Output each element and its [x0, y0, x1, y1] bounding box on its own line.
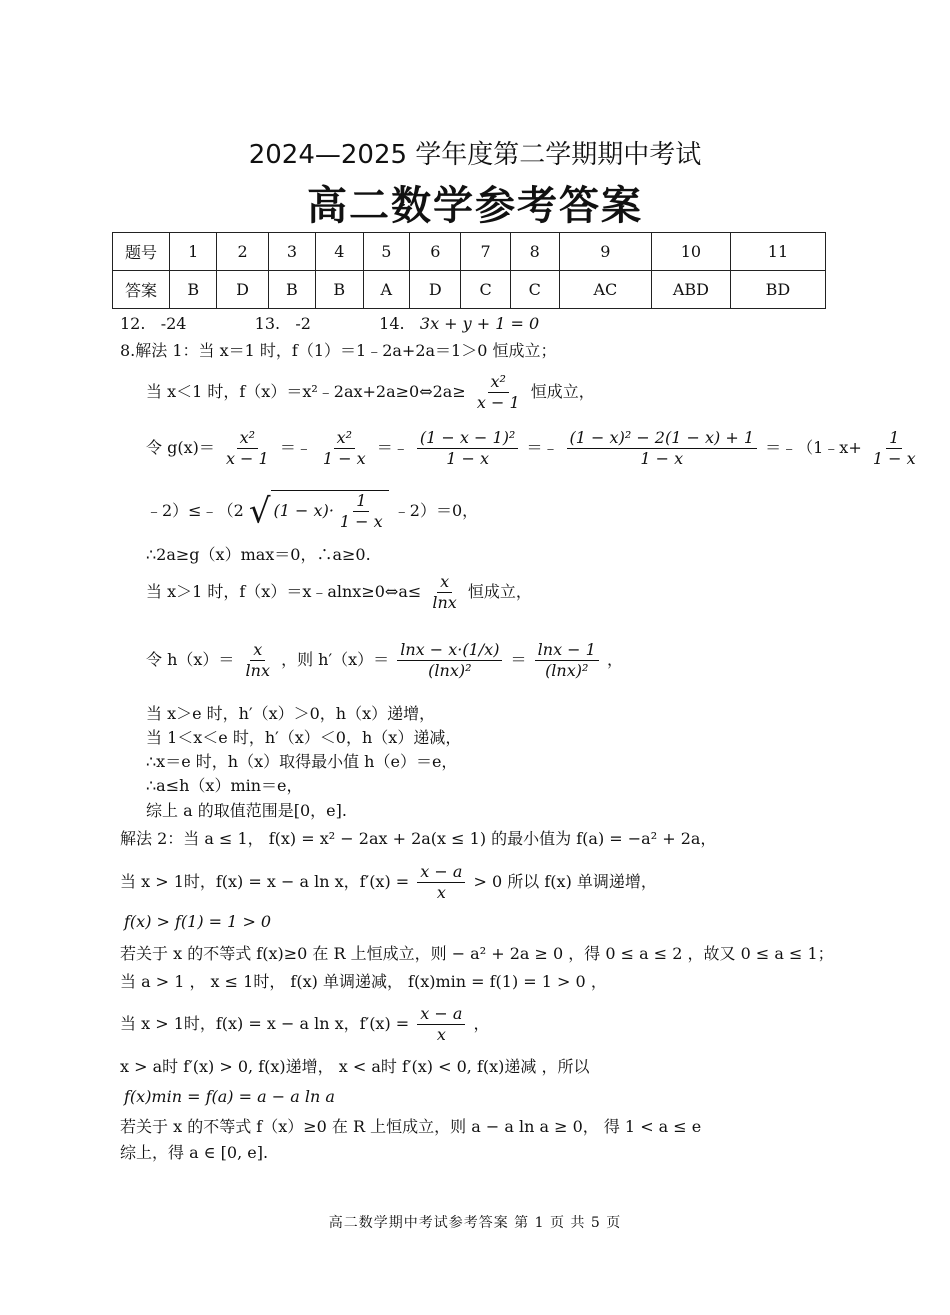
fraction — [243, 640, 273, 681]
method2-line — [120, 1004, 490, 1045]
text-segment: 令 h（x）＝ — [146, 650, 235, 669]
text-segment: ﹣2）＝0， — [393, 501, 479, 520]
fraction — [429, 572, 459, 613]
method2-line — [120, 862, 657, 903]
numerator: (1 − x − 1)² — [417, 428, 518, 449]
method2-line: 若关于 x 的不等式 f（x）≥0 在 R 上恒成立，则 a − a ln a ≥ 0， 得 1 < a ≤ e — [120, 1117, 702, 1136]
method1-line: 综上 a 的取值范围是[0，e]. — [146, 801, 347, 820]
method2-line: f(x)min = f(a) = a − a ln a — [124, 1087, 335, 1106]
fraction — [535, 640, 599, 681]
text-segment: 当 x＞1 时，f（x）＝x﹣alnx≥0⇔a≤ — [146, 582, 422, 601]
denominator: 1 − x — [339, 512, 383, 531]
text-segment: 当 x＜1 时，f（x）＝x²﹣2ax+2a≥0⇔2a≥ — [146, 382, 466, 401]
page-title: 高二数学参考答案 — [307, 182, 643, 229]
denominator: lnx — [245, 661, 270, 680]
text-segment: ，则 h′（x）＝ — [281, 650, 390, 669]
numerator: x² — [488, 372, 509, 393]
method2-line: f(x) > f(1) = 1 > 0 — [124, 912, 272, 931]
question-number: 3 — [268, 233, 315, 271]
method1-line: ∴a≤h（x）min＝e， — [146, 776, 303, 795]
fraction — [417, 1004, 465, 1045]
fraction — [417, 428, 518, 469]
question-number: 9 — [559, 233, 651, 271]
answer-cell: AC — [559, 271, 651, 309]
answer-cell: B — [316, 271, 363, 309]
q12-answer: -24 — [160, 314, 187, 333]
answer-cell: D — [217, 271, 268, 309]
denominator: 1 − x — [872, 449, 916, 468]
text-segment: ＝﹣（1﹣x+ — [765, 438, 862, 457]
text-segment: ＝﹣ — [526, 438, 559, 457]
method1-line: 当 1＜x＜e 时，h′（x）＜0，h（x）递减， — [146, 728, 462, 747]
question-number: 10 — [651, 233, 730, 271]
question-number-row — [113, 233, 826, 271]
numerator: lnx − 1 — [535, 640, 599, 661]
denominator: 1 − x — [640, 449, 684, 468]
q14-number: 14. — [379, 314, 405, 333]
numerator: x − a — [417, 1004, 465, 1025]
method1-line: 当 x＞e 时，h′（x）＞0，h（x）递增， — [146, 704, 436, 723]
question-number: 4 — [316, 233, 363, 271]
method1-line: 8.解法 1：当 x＝1 时，f（1）＝1﹣2a+2a＝1＞0 恒成立； — [120, 341, 557, 360]
method1-line: ∴2a≥g（x）max＝0，∴a≥0. — [146, 545, 371, 564]
denominator: x — [436, 1025, 446, 1044]
question-number: 11 — [730, 233, 825, 271]
question-number: 5 — [363, 233, 410, 271]
method2-line: 解法 2：当 a ≤ 1， f(x) = x² − 2ax + 2a(x ≤ 1) 的最小值为 f(a) = −a² + 2a， — [120, 829, 717, 848]
row-label: 答案 — [113, 271, 170, 309]
answer-cell: C — [461, 271, 510, 309]
text-segment: ﹣2）≤﹣（2 — [146, 501, 244, 520]
answer-cell: B — [170, 271, 217, 309]
text-segment: (1 − x)· — [273, 501, 334, 520]
answer-table — [112, 232, 826, 309]
text-segment: 令 g(x)＝ — [146, 438, 215, 457]
denominator: lnx — [432, 593, 457, 612]
question-number: 2 — [217, 233, 268, 271]
method1-line — [146, 640, 623, 681]
method1-line: ∴x＝e 时，h（x）取得最小值 h（e）＝e， — [146, 752, 458, 771]
q14-answer: 3x + y + 1 = 0 — [419, 314, 540, 333]
answer-cell: BD — [730, 271, 825, 309]
radical-sign: √ — [248, 491, 271, 532]
text-segment: ＝ — [510, 650, 527, 669]
method2-line: 当 a > 1 ， x ≤ 1时， f(x) 单调递减， f(x)min = f(1) = 1 > 0 ， — [120, 972, 607, 991]
question-number: 8 — [510, 233, 559, 271]
fraction — [417, 862, 465, 903]
denominator: x — [436, 883, 446, 902]
denominator: (lnx)² — [545, 661, 589, 680]
numerator: x — [437, 572, 452, 593]
question-number: 7 — [461, 233, 510, 271]
question-number: 1 — [170, 233, 217, 271]
text-segment: ＝﹣ — [279, 438, 312, 457]
method1-line — [146, 372, 595, 413]
fraction — [567, 428, 757, 469]
numerator: x² — [334, 428, 355, 449]
fraction — [337, 491, 386, 532]
answer-row — [113, 271, 826, 309]
fraction — [474, 372, 523, 413]
numerator: x − a — [417, 862, 465, 883]
answer-cell: D — [410, 271, 461, 309]
denominator: (lnx)² — [428, 661, 472, 680]
q13-answer: -2 — [295, 314, 311, 333]
fraction — [397, 640, 502, 681]
text-segment: ＝﹣ — [376, 438, 409, 457]
text-segment: > 0 所以 f(x) 单调递增， — [473, 872, 657, 891]
fraction — [223, 428, 272, 469]
fraction — [320, 428, 369, 469]
numerator: 1 — [353, 491, 369, 512]
method2-line: 综上，得 a ∈ [0, e]. — [120, 1143, 269, 1162]
method1-line — [146, 572, 532, 613]
text-segment: 恒成立， — [467, 582, 532, 601]
fraction — [870, 428, 919, 469]
method1-line — [146, 490, 478, 532]
denominator: 1 − x — [322, 449, 366, 468]
answer-cell: ABD — [651, 271, 730, 309]
denominator: x − 1 — [476, 393, 520, 412]
radicand — [271, 490, 389, 532]
numerator: x² — [237, 428, 258, 449]
numerator: 1 — [886, 428, 902, 449]
text-segment: 当 x > 1时，f(x) = x − a ln x，f′(x) = — [120, 872, 410, 891]
fill-blank-answers — [120, 314, 539, 334]
method2-line: x > a时 f′(x) > 0, f(x)递增， x < a时 f′(x) < 0, f(x)递减 ，所以 — [120, 1057, 590, 1076]
q12-number: 12. — [120, 314, 146, 333]
text-segment: 当 x > 1时，f(x) = x − a ln x，f′(x) = — [120, 1014, 410, 1033]
denominator: 1 − x — [446, 449, 490, 468]
text-segment: ， — [473, 1014, 490, 1033]
question-number: 6 — [410, 233, 461, 271]
answer-cell: B — [268, 271, 315, 309]
answer-cell: C — [510, 271, 559, 309]
method2-line: 若关于 x 的不等式 f(x)≥0 在 R 上恒成立，则 − a² + 2a ≥ 0 ，得 0 ≤ a ≤ 2 ，故又 0 ≤ a ≤ 1； — [120, 944, 834, 963]
numerator: x — [250, 640, 265, 661]
exam-subtitle: 2024—2025 学年度第二学期期中考试 — [248, 140, 702, 170]
numerator: lnx − x·(1/x) — [397, 640, 502, 661]
page-footer: 高二数学期中考试参考答案 第 1 页 共 5 页 — [328, 1215, 622, 1231]
answer-cell: A — [363, 271, 410, 309]
q13-number: 13. — [254, 314, 281, 333]
method1-line — [146, 428, 922, 469]
numerator: (1 − x)² − 2(1 − x) + 1 — [567, 428, 757, 449]
denominator: x − 1 — [225, 449, 269, 468]
text-segment: 恒成立， — [530, 382, 595, 401]
text-segment: ， — [606, 650, 623, 669]
row-label: 题号 — [113, 233, 170, 271]
